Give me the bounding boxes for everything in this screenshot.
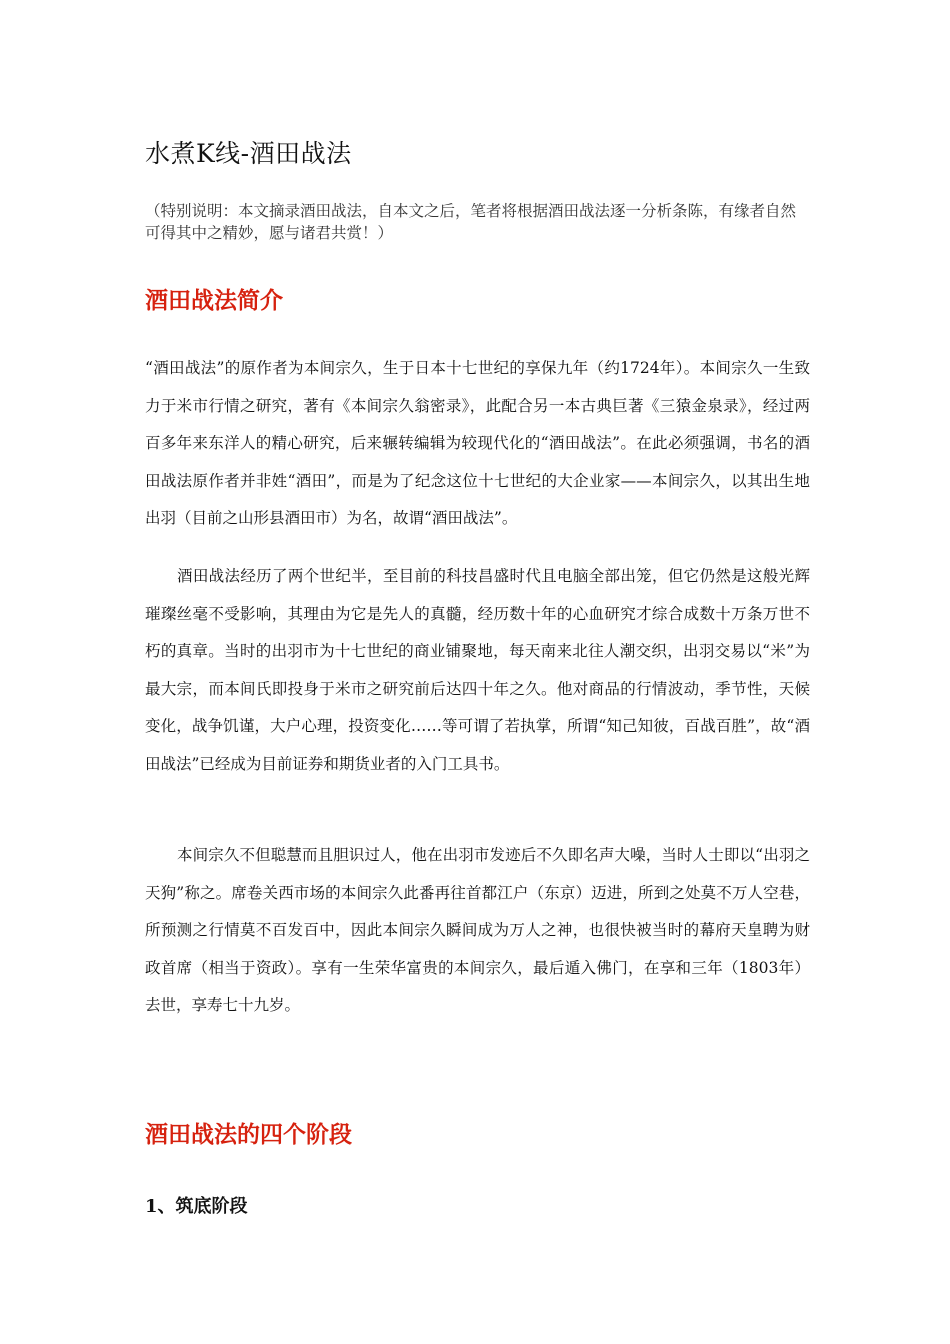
section-heading-intro: 酒田战法简介: [145, 287, 283, 314]
intro-paragraph-2: 酒田战法经历了两个世纪半，至目前的科技昌盛时代且电脑全部出笼，但它仍然是这般光辉璀璨丝毫不受影响，其理由为它是先人的真髓，经历数十年的心血研究才综合成数十万条万世不朽的真章。当时的出羽市为十七世纪的商业铺聚地，每天南来北往人潮交织，出羽交易以“米”为最大宗，而本间氏即投身于米市之研究前后达四十年之久。他对商品的行情波动，季节性，天候变化，战争饥谨，大户心理，投资变化……等可谓了若执掌，所谓“知己知彼，百战百胜”，故“酒田战法”已经成为目前证券和期货业者的入门工具书。: [145, 567, 810, 773]
section-heading-four-stages: 酒田战法的四个阶段: [145, 1121, 352, 1148]
intro-paragraph-1: “酒田战法”的原作者为本间宗久，生于日本十七世纪的享保九年（约1724年）。本间宗久一生致力于米市行情之研究，著有《本间宗久翁密录》，此配合另一本古典巨著《三猿金泉录》，经过两百多年来东洋人的精心研究，后来辗转编辑为较现代化的“酒田战法”。在此必须强调，书名的酒田战法原作者并非姓“酒田”，而是为了纪念这位十七世纪的大企业家——本间宗久，以其出生地出羽（目前之山形县酒田市）为名，故谓“酒田战法”。: [145, 359, 810, 527]
document-title: 水煮K线-酒田战法: [145, 139, 352, 168]
special-note: （特别说明：本文摘录酒田战法，自本文之后，笔者将根据酒田战法逐一分析条陈，有缘者自然可得其中之精妙，愿与诸君共赏！）: [145, 202, 797, 242]
intro-paragraph-3: 本间宗久不但聪慧而且胆识过人，他在出羽市发迹后不久即名声大噪，当时人士即以“出羽之天狗”称之。席卷关西市场的本间宗久此番再往首都江户（东京）迈进，所到之处莫不万人空巷，所预测之行情莫不百发百中，因此本间宗久瞬间成为万人之神，也很快被当时的幕府天皇聘为财政首席（相当于资政）。享有一生荣华富贵的本间宗久，最后遁入佛门，在享和三年（1803年）去世，享寿七十九岁。: [145, 846, 810, 1014]
stage-1-heading: 1、筑底阶段: [145, 1196, 248, 1217]
